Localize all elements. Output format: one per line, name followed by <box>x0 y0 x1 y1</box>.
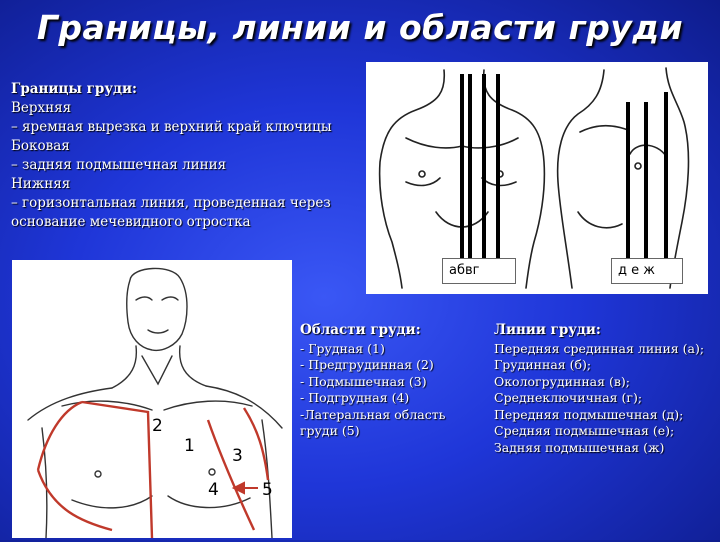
borders-line: Верхняя <box>11 100 72 116</box>
region-number: 1 <box>184 436 195 456</box>
chest-line-item: Среднеключичная (г); <box>494 390 643 405</box>
chest-line-item: Задняя подмышечная (ж) <box>494 439 665 455</box>
region-number: 4 <box>208 480 219 500</box>
borders-line: – яремная вырезка и верхний край ключицы <box>11 119 332 135</box>
chest-lines-section <box>494 322 714 456</box>
borders-line: – задняя подмышечная линия <box>11 157 227 173</box>
region-item: - Грудная (1) <box>300 340 385 356</box>
borders-section <box>11 80 371 232</box>
chest-line-item: Окологрудинная (в); <box>494 373 630 389</box>
region-item: - Предгрудинная (2) <box>300 357 434 372</box>
lines-label-right: д е ж <box>611 258 683 284</box>
borders-line: Нижняя <box>11 176 71 192</box>
regions-section <box>300 322 480 440</box>
regions-heading: Области груди: <box>300 322 421 338</box>
borders-line: – горизонтальная линия, проведенная через основание мечевидного отростка <box>11 195 331 230</box>
chest-line-item: Средняя подмышечная (е); <box>494 423 675 438</box>
chest-line-item: Передняя срединная линия (а); <box>494 340 705 356</box>
region-item: -Латеральная область груди (5) <box>300 406 446 438</box>
region-item: - Подгрудная (4) <box>300 390 410 405</box>
borders-line: Боковая <box>11 138 70 154</box>
page-title: Границы, линии и области груди <box>36 8 684 47</box>
region-number: 5 <box>262 480 273 500</box>
lines-label-left: абвг <box>442 258 516 284</box>
region-item: - Подмышечная (3) <box>300 373 427 389</box>
chest-lines-heading: Линии груди: <box>494 322 601 338</box>
chest-regions-illustration <box>12 260 292 538</box>
chest-line-item: Передняя подмышечная (д); <box>494 406 684 422</box>
chest-line-item: Грудинная (б); <box>494 357 592 372</box>
region-number: 3 <box>232 446 243 466</box>
region-number: 2 <box>152 416 163 436</box>
borders-heading: Границы груди: <box>11 81 137 97</box>
chest-regions-figure <box>12 260 292 538</box>
